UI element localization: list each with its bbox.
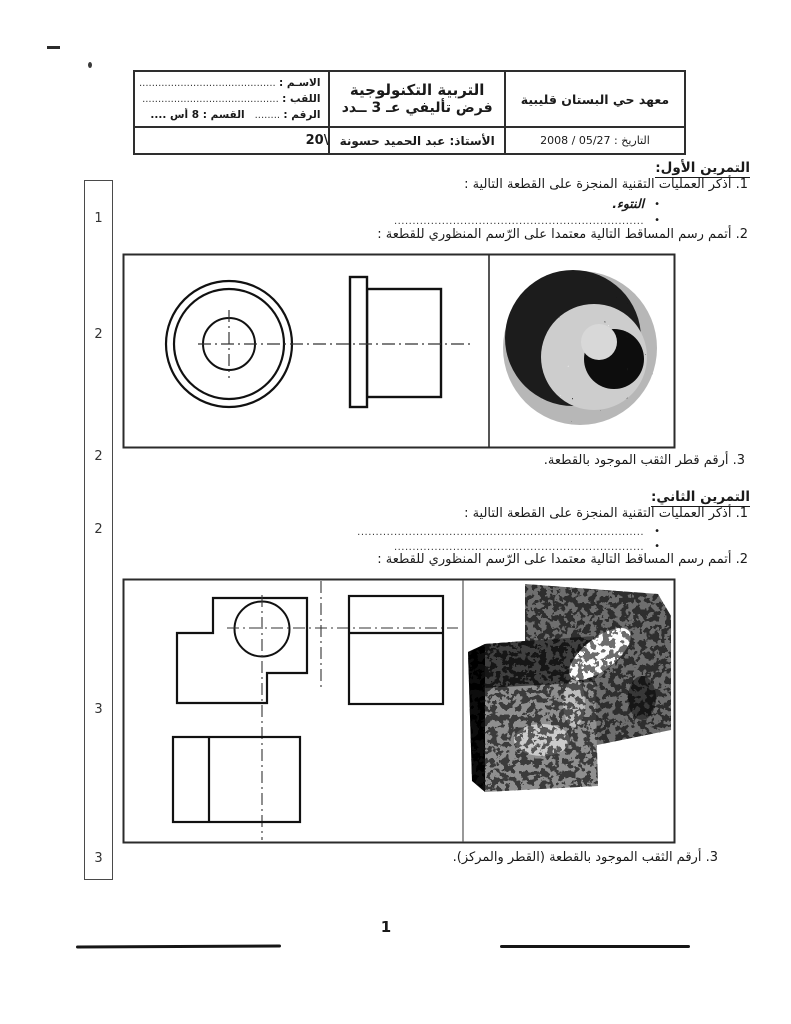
figure1-orthographic-and-photo [122,253,676,449]
footer-rule-right [500,945,690,948]
grading-margin [84,180,113,880]
exercise2-bullet2 [394,538,660,553]
institute-name: معهد حي البستان قليبية [520,91,670,107]
dotted-blank: .................................................................... [393,542,645,553]
margin-score: 2 [94,522,103,537]
exercise1-question1: 1. أذكر العمليات التقنية المنجزة على القطعة التالية : [464,177,748,192]
exercise2-question2: 2. أتمم رسم المساقط التالية معتمدا على الرّسم المنظوري للقطعة : [377,552,748,567]
figure1-side-view [350,277,441,407]
number-blank: ........ [254,109,281,121]
exercise1-title: التمرين الأول: [655,160,750,176]
exercise2-bullet1 [357,523,660,538]
bullet-icon: • [654,541,660,552]
figure2-orthographic-and-photo [122,578,676,844]
exercise2-question3: 3. أرقم الثقب الموجود بالقطعة (القطر والمركز). [452,850,718,865]
margin-score: 3 [94,702,103,717]
surname-blank: ........................................... [142,93,279,105]
exam-type: فرض تأليفي عـ 3 ــدد [341,99,493,116]
subject-column [328,72,503,153]
surname-field: اللقب : ........................................... [142,92,321,105]
class-field: القسم : 8 أس .... [150,108,245,121]
margin-score: 1 [94,211,103,226]
exercise2-question1: 1. أذكر العمليات التقنية المنجزة على القطعة التالية : [464,506,748,521]
bullet-icon: • [654,199,660,210]
header-table [133,70,686,155]
exercise2-title: التمرين الثاني: [651,489,750,505]
number-class-field: الرقم : ........ القسم : 8 أس .... [150,108,321,121]
date-label: التاريخ : [614,134,650,147]
bullet-icon: • [654,526,660,537]
margin-score: 3 [94,851,103,866]
margin-score: 2 [94,327,103,342]
dotted-blank: .............................................................................. [357,527,645,538]
teacher-name: الأستاذ: عبد الحميد حسونة [339,133,495,148]
subject-title: التربية التكنولوجية [349,80,485,99]
name-field: الاسـم : ........................................... [139,77,321,89]
scan-dash-mark [47,46,60,49]
exercise1-question3: 3. أرقم قطر الثقب الموجود بالقطعة. [543,453,745,468]
exercise1-bullet1 [612,196,660,211]
scan-dot-mark [88,62,92,68]
bullet1-answer: النتوء. [612,196,645,211]
name-blank: ........................................... [139,78,276,89]
page-number: 1 [380,918,392,936]
institute-column [504,72,684,153]
date-value: 2008 / 05/27 [540,134,611,147]
score-cell: 20\ [305,133,329,148]
dotted-blank: .................................................................... [393,216,645,227]
exercise1-bullet2 [394,212,660,227]
figure1-photo [503,270,657,425]
exam-date [506,128,684,153]
bullet-icon: • [654,215,660,226]
footer-rule-left [76,944,281,948]
exercise1-question2: 2. أتمم رسم المساقط التالية معتمدا على الرّسم المنظوري للقطعة : [377,227,748,242]
margin-score: 2 [94,449,103,464]
student-column [135,72,328,153]
